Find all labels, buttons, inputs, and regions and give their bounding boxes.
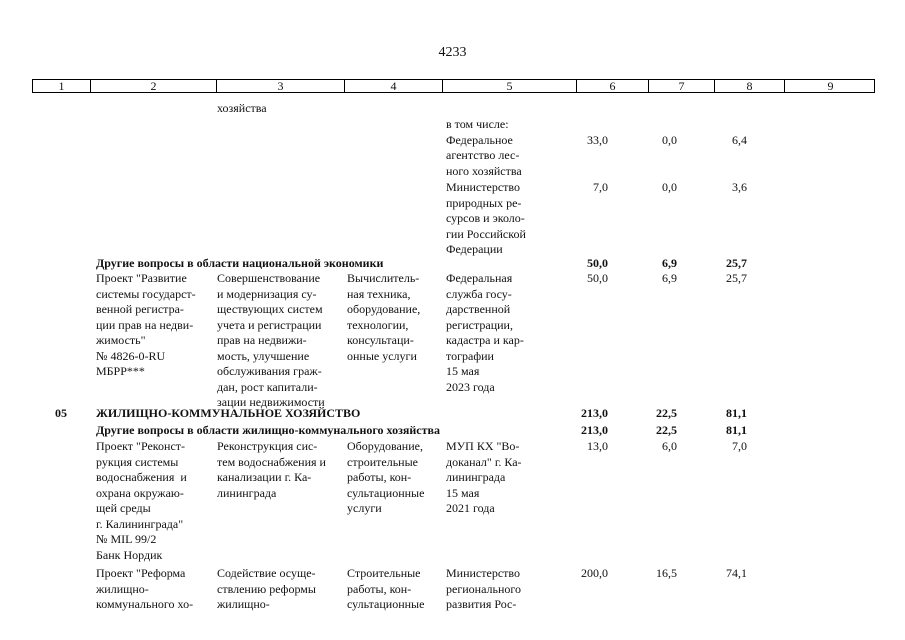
cell-value-col8: 74,1 [726,566,747,580]
cell-project-items: Строительные работы, кон- сультационные [347,566,425,611]
subsection-title: Другие вопросы в области национальной экономики [96,256,384,270]
header-col-2: 2 [91,80,217,92]
cell-value-col8: 25,7 [726,271,747,285]
cell-value-col7: 0,0 [662,180,677,194]
cell-value-col6: 50,0 [587,256,608,270]
cell-value-col6: 50,0 [587,271,608,285]
header-col-7: 7 [649,80,715,92]
cell-project-goal: Реконструкция сис- тем водоснабжения и канализации г. Ка- лининграда [217,439,326,500]
header-col-5: 5 [443,80,577,92]
cell-value-col8: 3,6 [732,180,747,194]
cell-project-name: Проект "Реконст- рукция системы водоснабжения и охрана окружаю- щей среды г. Калининграда" № MIL 99/2 Банк Нордик [96,439,187,562]
cell-value-col7: 6,9 [662,256,677,270]
cell-project-name: Проект "Реформа жилищно- коммунального хо- [96,566,194,611]
header-col-4: 4 [345,80,443,92]
cell-continuation-col3: хозяйства [217,101,267,115]
cell-project-executor: МУП КХ "Во- доканал" г. Ка- лининграда 15 мая 2021 года [446,439,522,515]
cell-value-col8: 6,4 [732,133,747,147]
cell-project-name: Проект "Развитие системы государст- венной регистра- ции прав на недви- жимость" № 4826-0-RU МБРР*** [96,271,196,378]
cell-project-items: Оборудование, строительные работы, кон- сультационные услуги [347,439,425,515]
cell-value-col8: 81,1 [726,406,747,420]
cell-value-col8: 81,1 [726,423,747,437]
section-title: ЖИЛИЩНО-КОММУНАЛЬНОЕ ХОЗЯЙСТВО [96,406,361,420]
subsection-title: Другие вопросы в области жилищно-коммунального хозяйства [96,423,441,437]
cell-recipient-forestry: в том числе: Федеральное агентство лес- ного хозяйства [446,117,522,178]
cell-value-col6: 33,0 [587,133,608,147]
cell-recipient-ministry-nature: Министерство природных ре- сурсов и эколо- гии Российской Федерации [446,180,526,256]
cell-value-col7: 6,0 [662,439,677,453]
cell-value-col7: 6,9 [662,271,677,285]
cell-value-col6: 13,0 [587,439,608,453]
cell-value-col6: 7,0 [593,180,608,194]
cell-value-col7: 22,5 [656,423,677,437]
cell-value-col8: 7,0 [732,439,747,453]
page-number: 4233 [438,45,467,60]
header-col-1: 1 [33,80,91,92]
cell-project-goal: Содействие осуще- ствлению реформы жилищно- [217,566,316,611]
section-code: 05 [55,406,67,420]
cell-project-executor: Федеральная служба госу- дарственной регистрации, кадастра и кар- тографии 15 мая 2023 года [446,271,524,394]
cell-project-goal: Совершенствование и модернизация су- ществующих систем учета и регистрации прав на недвижи- мость, улучшение обслуживания граж- дан, рост капитали- зации недвижимости [217,271,325,409]
cell-value-col7: 22,5 [656,406,677,420]
cell-project-items: Вычислитель- ная техника, оборудование, технологии, консультаци- онные услуги [347,271,421,363]
cell-value-col7: 16,5 [656,566,677,580]
header-col-9: 9 [827,79,834,93]
cell-value-col6: 213,0 [581,423,608,437]
cell-value-col8: 25,7 [726,256,747,270]
table-header-row [32,79,875,93]
header-col-6: 6 [577,80,649,92]
cell-value-col6: 200,0 [581,566,608,580]
cell-project-executor: Министерство регионального развития Рос- [446,566,522,611]
cell-value-col6: 213,0 [581,406,608,420]
cell-value-col7: 0,0 [662,133,677,147]
header-col-8: 8 [715,80,785,92]
header-col-3: 3 [217,80,345,92]
